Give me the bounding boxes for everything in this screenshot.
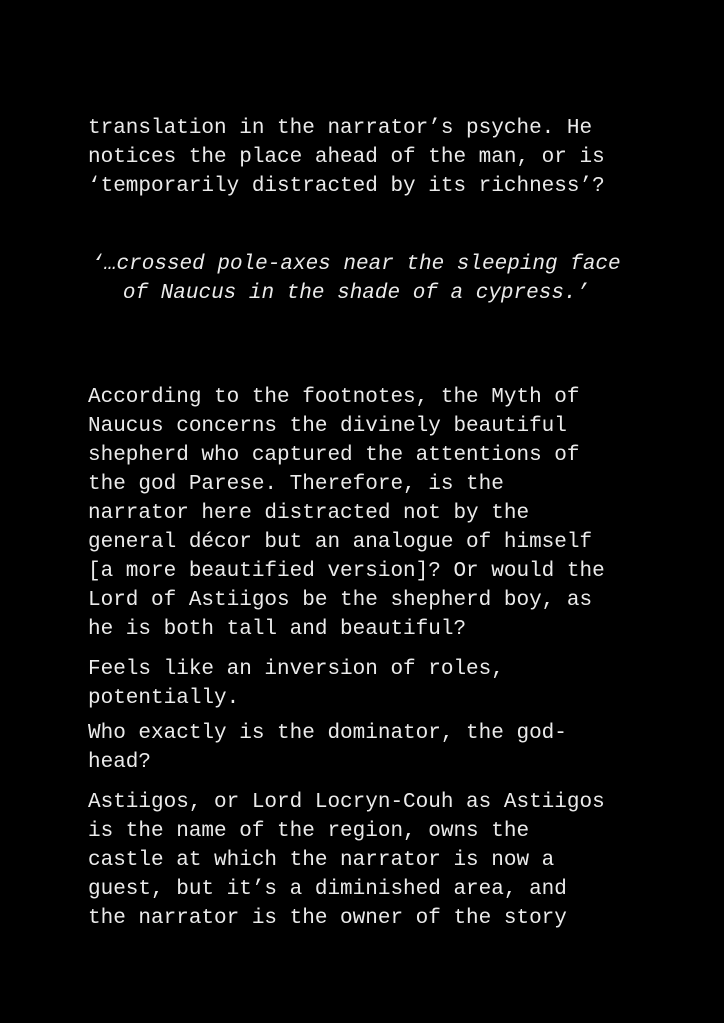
paragraph-inversion: Feels like an inversion of roles, potentially.: [88, 658, 504, 710]
block-quote: ‘…crossed pole-axes near the sleeping face of Naucus in the shade of a cypress.’: [91, 253, 621, 305]
paragraph-footnotes: According to the footnotes, the Myth of Naucus concerns the divinely beautiful shepherd who captured the attentions of the god Parese. Therefore, is the narrator here distracted not by the general décor but an analogue of himself [a more beautified version]? Or would the Lord of Astiigos be the shepherd boy, as he is both tall and beautiful?: [88, 386, 605, 641]
paragraph-astiigos: Astiigos, or Lord Locryn-Couh as Astiigos is the name of the region, owns the castle at which the narrator is now a guest, but it’s a diminished area, and the narrator is the owner of the story: [88, 791, 605, 930]
paragraph-translation: translation in the narrator’s psyche. He notices the place ahead of the man, or is ‘temporarily distracted by its richness’?: [88, 117, 605, 198]
paragraph-dominator: Who exactly is the dominator, the god- head?: [88, 722, 567, 774]
